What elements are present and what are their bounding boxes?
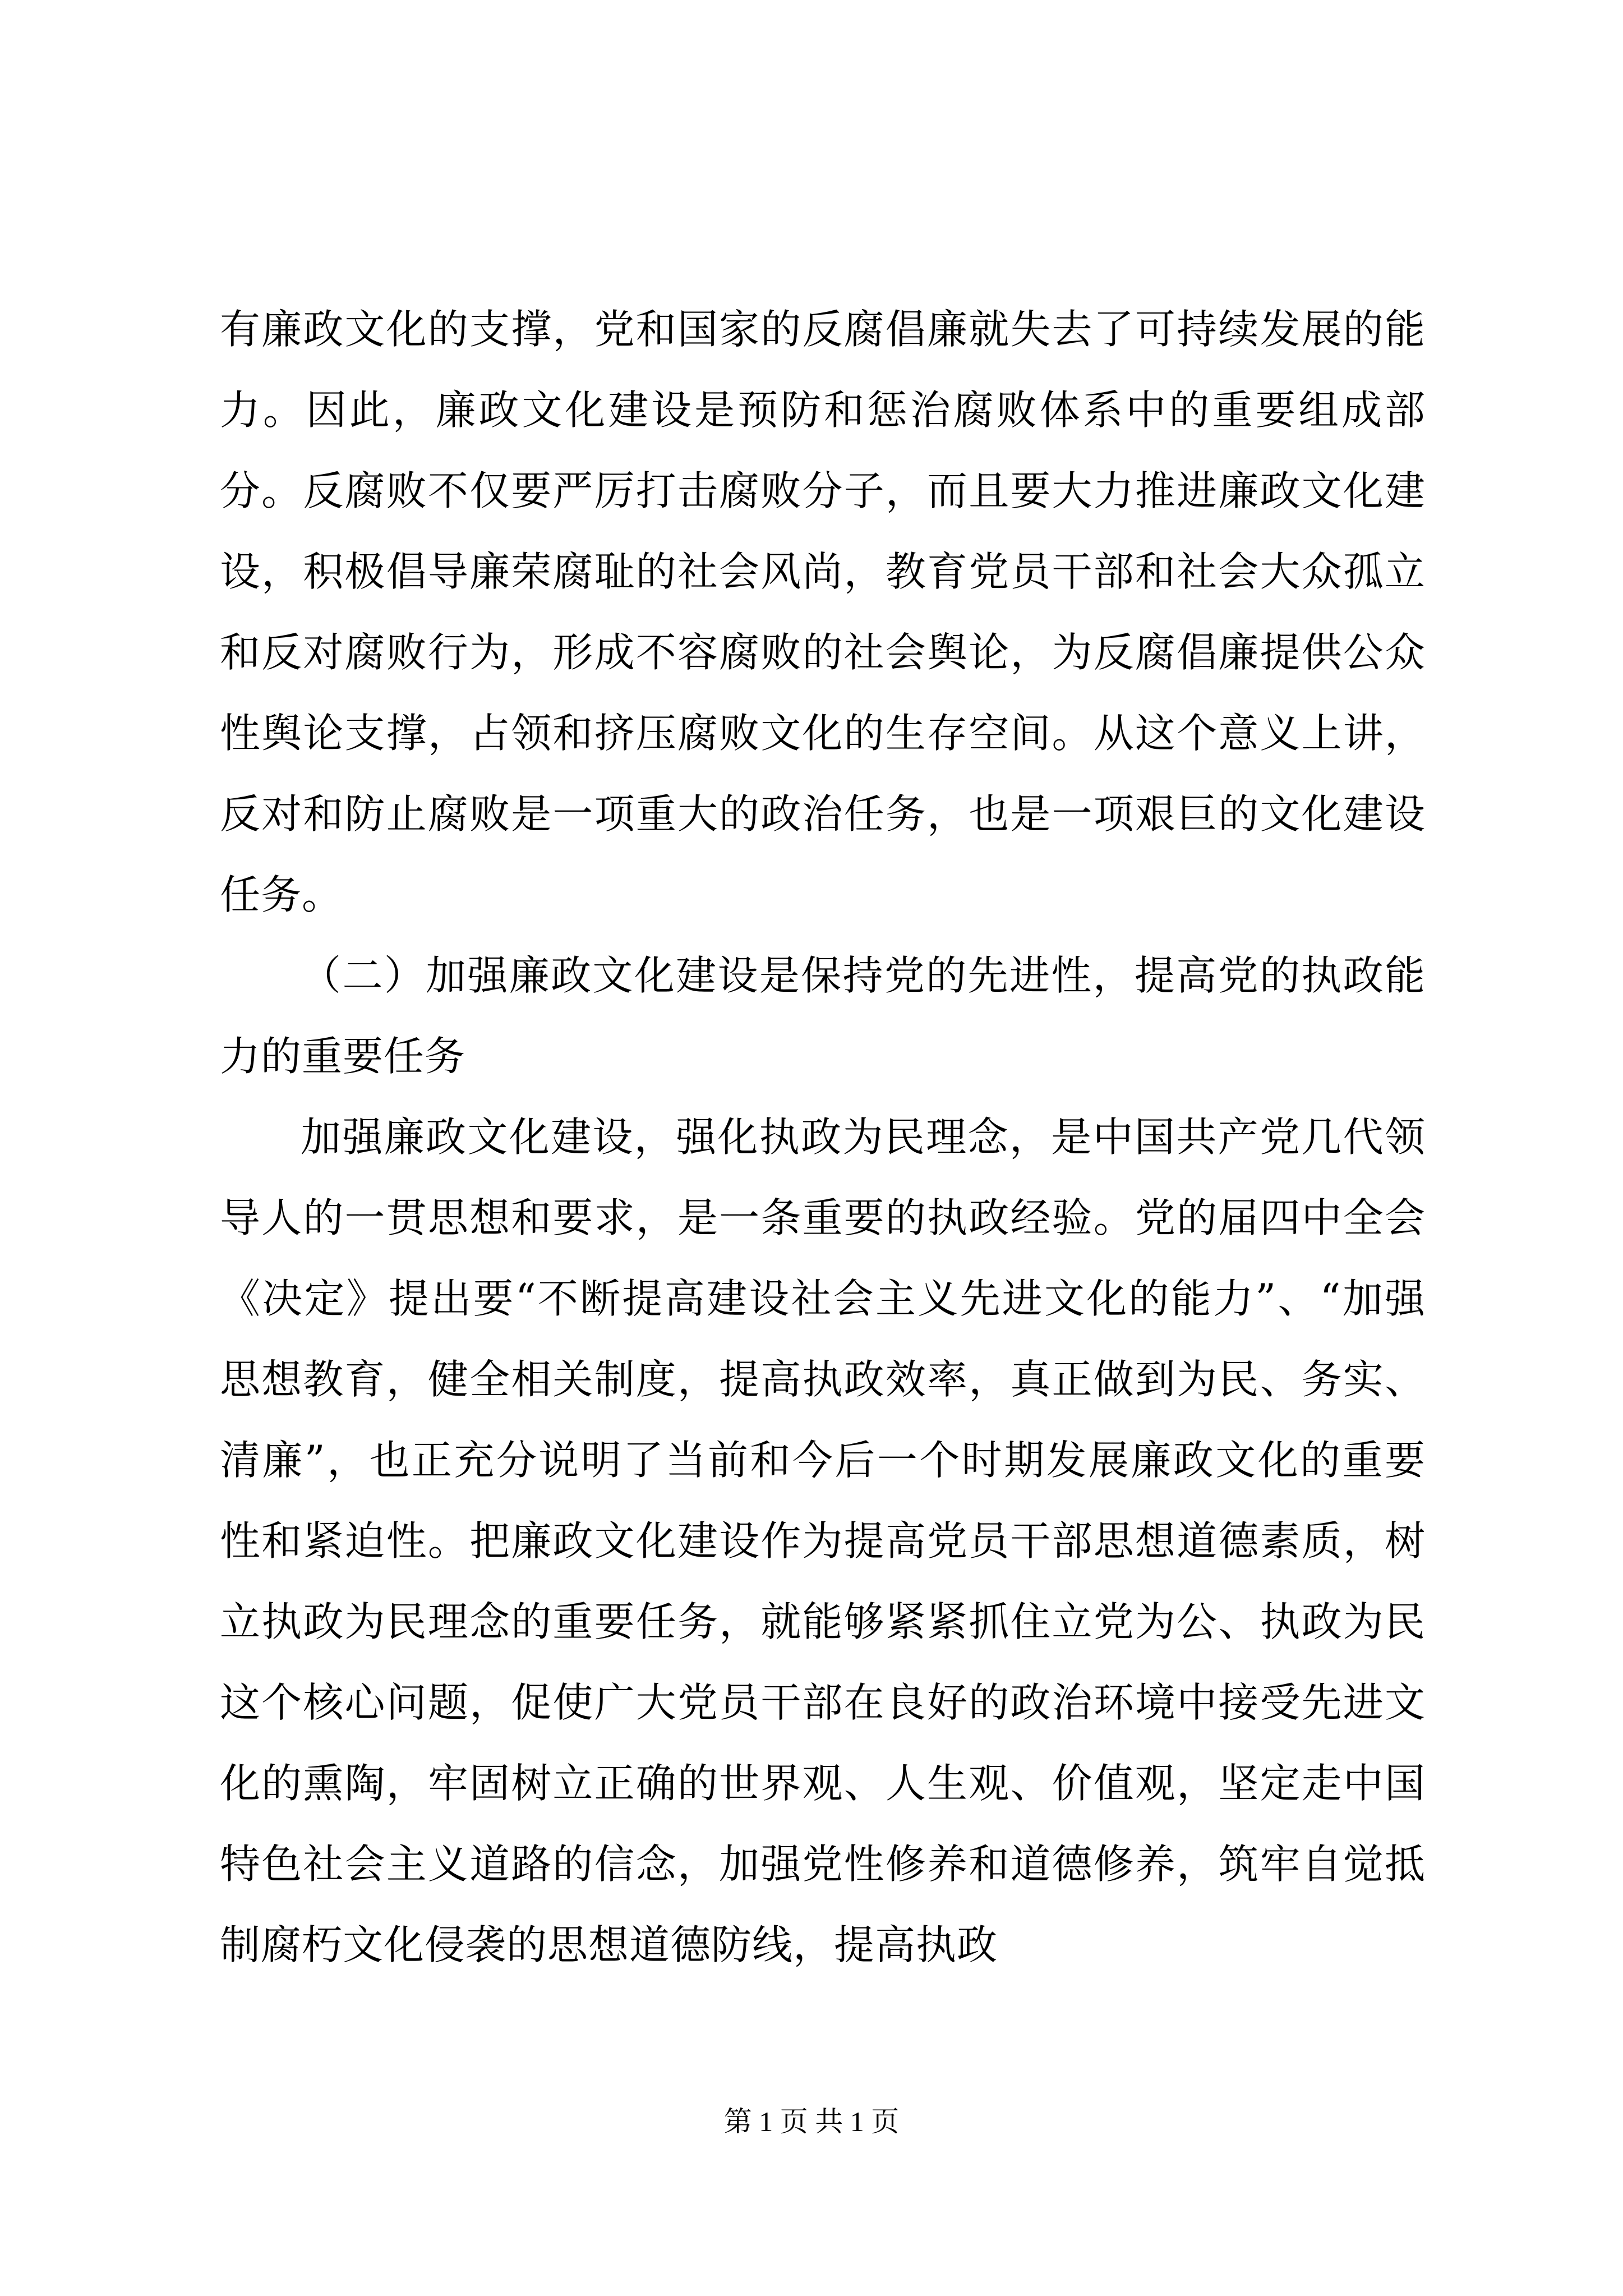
paragraph-continuation: 有廉政文化的支撑，党和国家的反腐倡廉就失去了可持续发展的能力。因此，廉政文化建设是预防和惩治腐败体系中的重要组成部分。反腐败不仅要严厉打击腐败分子，而且要大力推进廉政文化建设，积极倡导廉荣腐耻的社会风尚，教育党员干部和社会大众孤立和反对腐败行为，形成不容腐败的社会舆论，为反腐倡廉提供公众性舆论支撑，占领和挤压腐败文化的生存空间。从这个意义上讲，反对和防止腐败是一项重大的政治任务，也是一项艰巨的文化建设任务。 (220, 306, 1426, 918)
paragraph-body: 加强廉政文化建设，强化执政为民理念，是中国共产党几代领导人的一贯思想和要求，是一条重要的执政经验。党的届四中全会《决定》提出要“不断提高建设社会主义先进文化的能力”、“加强思想教育，健全相关制度，提高执政效率，真正做到为民、务实、清廉”，也正充分说明了当前和今后一个时期发展廉政文化的重要性和紧迫性。把廉政文化建设作为提高党员干部思想道德素质，树立执政为民理念的重要任务，就能够紧紧抓住立党为公、执政为民这个核心问题，促使广大党员干部在良好的政治环境中接受先进文化的熏陶，牢固树立正确的世界观、人生观、价值观，坚定走中国特色社会主义道路的信念，加强党性修养和道德修养，筑牢自觉抵制腐朽文化侵袭的思想道德防线，提高执政 (220, 1114, 1426, 1968)
page-footer: 第 1 页 共 1 页 (723, 2106, 900, 2137)
document-body (220, 289, 1426, 1985)
section-heading: （二）加强廉政文化建设是保持党的先进性，提高党的执政能力的重要任务 (220, 952, 1426, 1080)
